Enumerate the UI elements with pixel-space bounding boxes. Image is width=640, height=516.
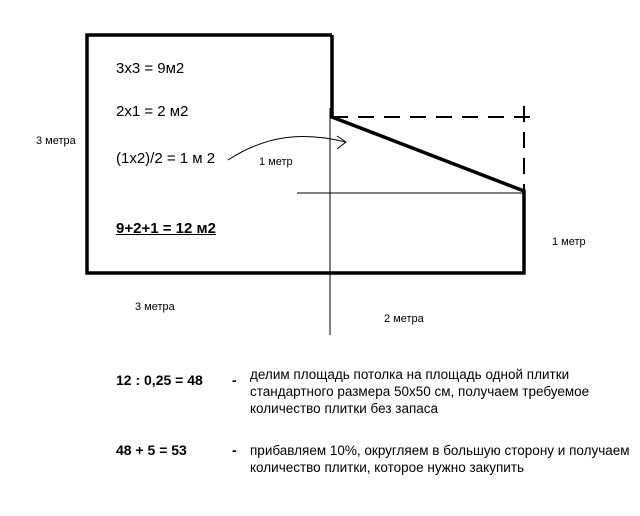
calc-total: 9+2+1 = 12 м2 [116, 220, 216, 237]
arrow-head-icon [337, 136, 346, 149]
calc-line-3: (1x2)/2 = 1 м 2 [116, 150, 216, 167]
step-1-dash: - [232, 372, 237, 388]
step-2-formula: 48 + 5 = 53 [116, 442, 187, 458]
calc-line-1: 3x3 = 9м2 [116, 60, 185, 77]
dim-right-label: 1 метр [552, 236, 586, 248]
dim-bottom-left-label: 3 метра [135, 301, 175, 313]
step-1-formula: 12 : 0,25 = 48 [116, 372, 203, 388]
dim-bottom-right-label: 2 метра [384, 313, 424, 325]
step-2-dash: - [232, 442, 237, 458]
step-2-description: прибавляем 10%, округляем в большую сторону и получаем количество плитки, которое нужно закупить [250, 443, 630, 475]
arrow-dim-label: 1 метр [259, 156, 293, 168]
dim-left-label: 3 метра [36, 135, 76, 147]
calc-line-2: 2x1 = 2 м2 [116, 103, 189, 120]
step-1-description: делим площадь потолка на площадь одной плитки стандартного размера 50х50 см, получаем требуемое количество плитки без запаса [250, 367, 590, 416]
